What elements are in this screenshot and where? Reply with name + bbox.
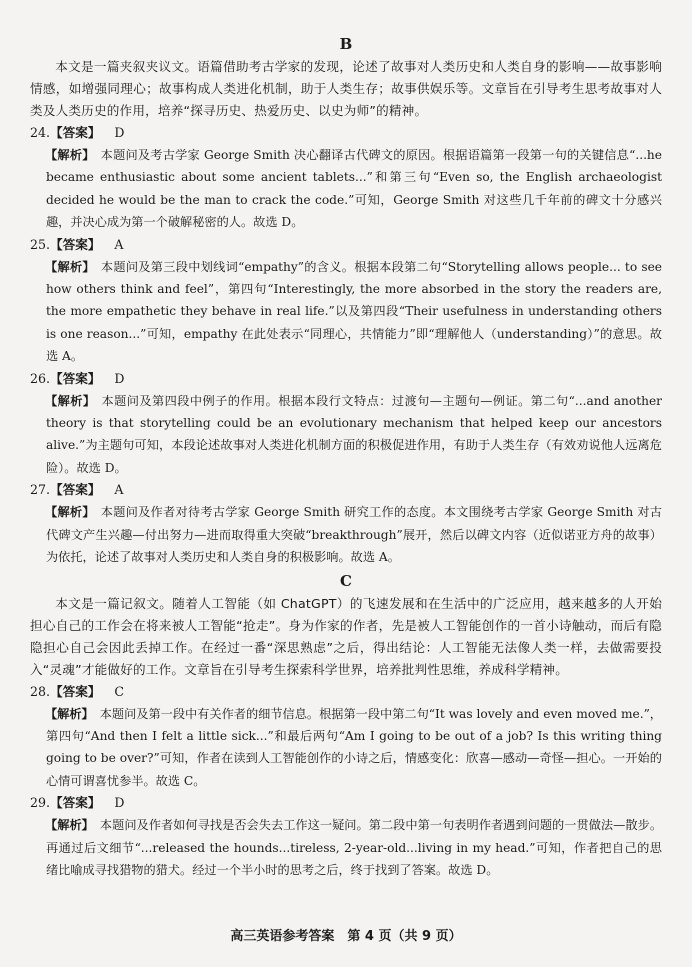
answer-24: 24.【答案】 D (30, 125, 125, 140)
analysis-29: 【解析】 本题问及作者如何寻找是否会失去工作这一疑问。第二段中第一句表明作者遇到问题的一贯做法—散步。再通过后文细节“...released the hounds...tireless, 2-year-old...living in my head.”可知，作者把自己的思绪比喻成寻找猎物的猎犬。经过一个半小时的思考之后，终于找到了答案。故选 D。 (45, 818, 663, 877)
answer-26: 26.【答案】 D (30, 370, 125, 386)
analysis-24: 【解析】 本题问及考古学家 George Smith 决心翻译古代碑文的原因。根据语篇第一段第一句的关键信息“...he became enthusiastic about some ancient tablets...”和第三句“Even so, the English archaeologist decided he would be the man to crack the code.”可知，George Smith 对这些几千年前的碑文十分感兴趣，并决心成为第一个破解秘密的人。故选 D。 (45, 148, 662, 230)
answer-27: 27.【答案】 A (30, 482, 124, 498)
section-title-b: B (339, 35, 353, 53)
page-footer: 高三英语参考答案 第 4 页（共 9 页） (230, 929, 462, 944)
answer-29: 29.【答案】 D (30, 795, 125, 811)
analysis-27: 【解析】 本题问及作者对待考古学家 George Smith 研究工作的态度。本文围绕考古学家 George Smith 对古代碑文产生兴趣—付出努力—进而取得重大突破“breakthrough”展开，然后以碑文内容（近似诺亚方舟的故事）为依托，论述了故事对人类历史和人类自身的积极影响。故选 A。 (45, 505, 662, 565)
analysis-28: 【解析】 本题问及第一段中有关作者的细节信息。根据第一段中第二句“It was lovely and even moved me.”，第四句“And then I felt a little sick...”和最后两句“Am I going to be out of a job? Is this writing thing going to be over?”可知，作者在读到人工智能创作的小诗之后，情感变化：欣喜—感动—奇怪—担心。一开始的心情可谓喜忧参半。故选 C。 (45, 706, 662, 788)
analysis-26: 【解析】 本题问及第四段中例子的作用。根据本段行文特点：过渡句—主题句—例证。第二句“...and another theory is that storytelling could be an evolutionary mechanism that helped keep our ancestors alive.”为主题句可知，本段论述故事对人类进化机制方面的积极促进作用，有助于人类生存（有效劝说他人远离危险）。故选 D。 (45, 393, 663, 475)
analysis-25: 【解析】 本题问及第三段中划线词“empathy”的含义。根据本段第二句“Storytelling allows people... to see how others think and feel”，第四句“Interestingly, the more absorbed in the story the readers are, the more empathetic they behave in real life.”以及第四段“Their usefulness in understanding others is one reason...”可知，empathy 在此处表示“同理心，共情能力”即“理解他人（understanding）”的意思。故选 A。 (45, 259, 662, 364)
answer-25: 25.【答案】 A (30, 236, 124, 252)
section-intro-c: 本文是一篇记叙文。随着人工智能（如 ChatGPT）的飞速发展和在生活中的广泛应用，越来越多的人开始担心自己的工作会在将来被人工智能“抢走”。身为作家的作者，先是被人工智能创作的一首小诗触动，而后有隐隐担心自己会因此丢掉工作。在经过一番“深思熟虑”之后，得出结论：人工智能无法像人类一样，去做需要投入“灵魂”才能做好的工作。文章旨在引导考生探索科学世界，培养批判性思维，养成科学精神。 (30, 595, 662, 677)
answer-28: 28.【答案】 C (30, 683, 125, 699)
section-intro-b: 本文是一篇夹叙夹议文。语篇借助考古学家的发现，论述了故事对人类历史和人类自身的影响——故事影响情感，如增强同理心；故事构成人类进化机制，助于人类生存；故事供娱乐等。文章旨在引导考生思考故事对人类及人类历史的作用，培养“探寻历史、热爱历史、以史为师”的精神。 (30, 59, 662, 118)
section-title-c: C (340, 571, 352, 590)
